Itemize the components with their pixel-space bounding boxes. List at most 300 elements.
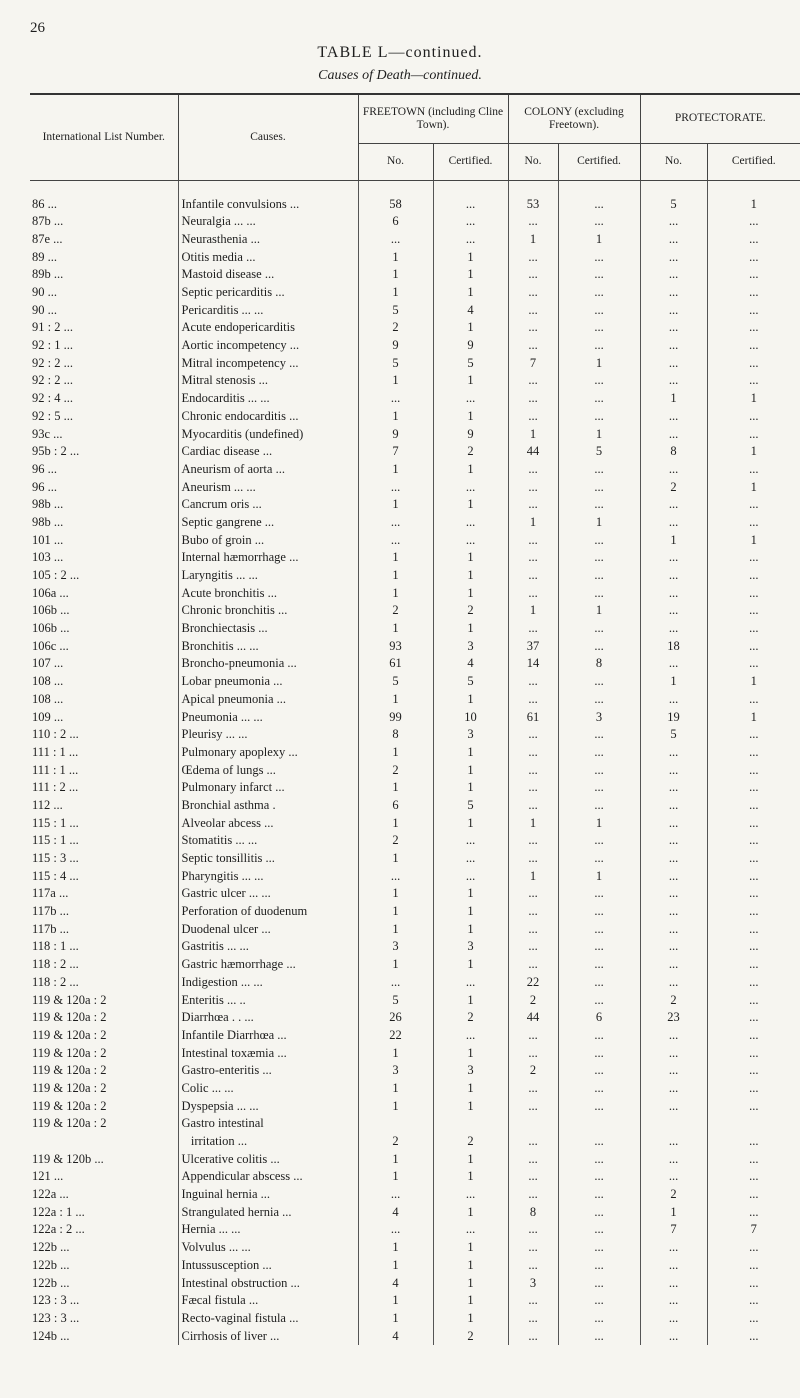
colony-certified-cell: ... [558, 849, 640, 867]
colony-certified-cell: ... [558, 726, 640, 744]
cause-cell: Gastric ulcer ... ... [178, 885, 358, 903]
colony-certified-cell: ... [558, 938, 640, 956]
freetown-certified-cell: 1 [433, 1079, 508, 1097]
protectorate-certified-cell: ... [707, 655, 800, 673]
protectorate-certified-cell: ... [707, 726, 800, 744]
colony-no-cell: ... [508, 1221, 558, 1239]
freetown-certified-cell: 1 [433, 248, 508, 266]
cause-cell: Mitral incompetency ... [178, 354, 358, 372]
table-row [30, 690, 800, 708]
list-number-cell: 115 : 1 ... [32, 833, 79, 848]
list-number-cell: 91 : 2 ... [32, 320, 73, 335]
table-row [30, 566, 800, 584]
freetown-no-cell: 1 [358, 372, 433, 390]
colony-certified-cell: ... [558, 566, 640, 584]
protectorate-no-cell: ... [640, 903, 707, 921]
freetown-no-cell: 2 [358, 1132, 433, 1150]
protectorate-no-cell: ... [640, 549, 707, 567]
list-number-cell: 122b ... [32, 1257, 70, 1272]
colony-certified-cell: ... [558, 181, 640, 213]
colony-no-cell [508, 1115, 558, 1133]
freetown-no-cell: 1 [358, 1044, 433, 1062]
cause-cell: Lobar pneumonia ... [178, 673, 358, 691]
colony-certified-cell: ... [558, 213, 640, 231]
freetown-no-cell: ... [358, 513, 433, 531]
table-row [30, 1097, 800, 1115]
protectorate-certified-cell: ... [707, 903, 800, 921]
freetown-no-cell: 1 [358, 920, 433, 938]
colony-certified-cell: ... [558, 1026, 640, 1044]
list-number-cell: 92 : 1 ... [32, 338, 73, 353]
freetown-certified-cell: 1 [433, 903, 508, 921]
freetown-certified-cell: ... [433, 832, 508, 850]
colony-certified-cell: ... [558, 620, 640, 638]
freetown-certified-cell: ... [433, 213, 508, 231]
colony-certified-cell: ... [558, 1150, 640, 1168]
freetown-no-cell: 99 [358, 708, 433, 726]
cause-cell: Pericarditis ... ... [178, 301, 358, 319]
freetown-no-cell: 1 [358, 549, 433, 567]
table-row [30, 1115, 800, 1133]
freetown-certified-cell: 1 [433, 814, 508, 832]
colony-no-cell: ... [508, 849, 558, 867]
protectorate-certified-cell: ... [707, 372, 800, 390]
colony-certified-cell: ... [558, 903, 640, 921]
protectorate-certified-cell: ... [707, 301, 800, 319]
protectorate-no-cell: 2 [640, 991, 707, 1009]
list-number-cell: 87e ... [32, 231, 63, 246]
freetown-no-cell: 3 [358, 1062, 433, 1080]
cause-cell: Mastoid disease ... [178, 266, 358, 284]
table-row [30, 283, 800, 301]
freetown-no-cell: 1 [358, 620, 433, 638]
freetown-certified-cell: 1 [433, 956, 508, 974]
freetown-certified-cell: 1 [433, 566, 508, 584]
table-row [30, 637, 800, 655]
colony-certified-cell: 1 [558, 425, 640, 443]
protectorate-certified-cell [707, 1115, 800, 1133]
colony-certified-cell: 1 [558, 867, 640, 885]
colony-certified-cell: ... [558, 1239, 640, 1257]
freetown-certified-cell: 1 [433, 991, 508, 1009]
list-number-cell: 90 ... [32, 302, 57, 317]
freetown-no-cell: 6 [358, 213, 433, 231]
cause-cell: Aortic incompetency ... [178, 337, 358, 355]
colony-certified-cell: 1 [558, 354, 640, 372]
list-number-cell: 89b ... [32, 267, 64, 282]
freetown-no-cell: 6 [358, 796, 433, 814]
protectorate-certified-cell: ... [707, 213, 800, 231]
list-number-cell: 118 : 1 ... [32, 939, 79, 954]
protectorate-certified-cell: ... [707, 849, 800, 867]
protectorate-certified-cell: ... [707, 354, 800, 372]
protectorate-certified-cell: ... [707, 283, 800, 301]
colony-certified-cell: ... [558, 832, 640, 850]
cause-cell: Cardiac disease ... [178, 443, 358, 461]
colony-certified-cell: ... [558, 973, 640, 991]
protectorate-no-cell: ... [640, 867, 707, 885]
list-number-cell: 119 & 120a : 2 [32, 1063, 107, 1078]
freetown-certified-cell: 5 [433, 796, 508, 814]
protectorate-no-cell: ... [640, 266, 707, 284]
list-number-cell [30, 1132, 178, 1150]
colony-certified-cell: ... [558, 478, 640, 496]
protectorate-certified-cell: ... [707, 566, 800, 584]
protectorate-no-cell: 2 [640, 1186, 707, 1204]
list-number-cell: 93c ... [32, 426, 63, 441]
protectorate-no-cell: ... [640, 655, 707, 673]
protectorate-certified-cell: ... [707, 867, 800, 885]
freetown-certified-cell: 1 [433, 1309, 508, 1327]
protectorate-no-cell: ... [640, 1132, 707, 1150]
protectorate-certified-cell: ... [707, 1239, 800, 1257]
cause-cell: Infantile Diarrhœa ... [178, 1026, 358, 1044]
colony-no-cell: ... [508, 903, 558, 921]
freetown-no-cell: 4 [358, 1327, 433, 1345]
list-number-cell: 119 & 120a : 2 [32, 1045, 107, 1060]
colony-certified-cell: ... [558, 779, 640, 797]
list-number-cell: 111 : 1 ... [32, 744, 79, 759]
table-row [30, 903, 800, 921]
freetown-certified-cell: ... [433, 230, 508, 248]
protectorate-no-cell: ... [640, 460, 707, 478]
protectorate-certified-cell: 1 [707, 390, 800, 408]
freetown-no-cell: 61 [358, 655, 433, 673]
table-row [30, 779, 800, 797]
table-row [30, 708, 800, 726]
list-number-cell: 122b ... [32, 1275, 70, 1290]
list-number-cell: 87b ... [32, 214, 64, 229]
colony-no-cell: ... [508, 319, 558, 337]
colony-no-cell: ... [508, 1026, 558, 1044]
colony-no-cell: ... [508, 620, 558, 638]
freetown-no-cell: 1 [358, 743, 433, 761]
colony-certified-cell: ... [558, 460, 640, 478]
list-number-cell: 117b ... [32, 904, 70, 919]
colony-certified-cell: ... [558, 1097, 640, 1115]
freetown-certified-cell: 1 [433, 372, 508, 390]
freetown-no-cell: 2 [358, 761, 433, 779]
cause-cell: Bronchiectasis ... [178, 620, 358, 638]
protectorate-certified-cell: ... [707, 248, 800, 266]
list-number-cell: 106a ... [32, 585, 69, 600]
freetown-no-cell: 1 [358, 566, 433, 584]
freetown-no-cell: 1 [358, 283, 433, 301]
table-row [30, 956, 800, 974]
list-number-cell: 117b ... [32, 921, 70, 936]
colony-certified-cell: ... [558, 531, 640, 549]
freetown-certified-cell: 3 [433, 938, 508, 956]
protectorate-certified-cell: 1 [707, 478, 800, 496]
table-row [30, 584, 800, 602]
colony-certified-cell: ... [558, 743, 640, 761]
header-protectorate-no: No. [640, 144, 707, 181]
colony-no-cell: ... [508, 531, 558, 549]
protectorate-no-cell: 7 [640, 1221, 707, 1239]
colony-certified-cell: ... [558, 637, 640, 655]
table-row [30, 1309, 800, 1327]
protectorate-certified-cell: ... [707, 1009, 800, 1027]
cause-cell: Intestinal toxæmia ... [178, 1044, 358, 1062]
protectorate-certified-cell: ... [707, 690, 800, 708]
colony-certified-cell: ... [558, 301, 640, 319]
protectorate-certified-cell: ... [707, 496, 800, 514]
freetown-certified-cell: ... [433, 1026, 508, 1044]
list-number-cell: 96 ... [32, 479, 57, 494]
table-row [30, 1327, 800, 1345]
table-row [30, 390, 800, 408]
list-number-cell: 115 : 4 ... [32, 868, 79, 883]
freetown-no-cell: 1 [358, 407, 433, 425]
cause-cell: Gastritis ... ... [178, 938, 358, 956]
freetown-no-cell: 1 [358, 248, 433, 266]
cause-cell: Inguinal hernia ... [178, 1186, 358, 1204]
list-number-cell: 96 ... [32, 461, 57, 476]
list-number-cell: 111 : 1 ... [32, 762, 79, 777]
protectorate-no-cell: ... [640, 230, 707, 248]
table-row [30, 337, 800, 355]
colony-certified-cell: ... [558, 796, 640, 814]
colony-certified-cell: ... [558, 991, 640, 1009]
freetown-no-cell: ... [358, 973, 433, 991]
freetown-certified-cell: 1 [433, 1097, 508, 1115]
freetown-no-cell: 8 [358, 726, 433, 744]
colony-no-cell: ... [508, 549, 558, 567]
colony-certified-cell: 1 [558, 602, 640, 620]
freetown-certified-cell: 1 [433, 690, 508, 708]
colony-no-cell: ... [508, 690, 558, 708]
freetown-certified-cell: 1 [433, 319, 508, 337]
freetown-certified-cell [433, 1115, 508, 1133]
freetown-no-cell: 1 [358, 460, 433, 478]
cause-cell: Strangulated hernia ... [178, 1203, 358, 1221]
colony-certified-cell: 5 [558, 443, 640, 461]
cause-cell: Gastro-enteritis ... [178, 1062, 358, 1080]
list-number-cell: 118 : 2 ... [32, 957, 79, 972]
protectorate-certified-cell: ... [707, 584, 800, 602]
table-row [30, 1186, 800, 1204]
freetown-no-cell: 26 [358, 1009, 433, 1027]
protectorate-certified-cell: ... [707, 1132, 800, 1150]
table-row [30, 920, 800, 938]
protectorate-certified-cell: 7 [707, 1221, 800, 1239]
freetown-certified-cell: ... [433, 181, 508, 213]
cause-cell: Septic pericarditis ... [178, 283, 358, 301]
list-number-cell: 92 : 5 ... [32, 408, 73, 423]
protectorate-certified-cell: 1 [707, 708, 800, 726]
colony-no-cell: ... [508, 584, 558, 602]
protectorate-no-cell: 1 [640, 390, 707, 408]
colony-no-cell: ... [508, 832, 558, 850]
colony-no-cell: ... [508, 372, 558, 390]
protectorate-certified-cell: ... [707, 1256, 800, 1274]
list-number-cell: 90 ... [32, 285, 57, 300]
table-row [30, 425, 800, 443]
freetown-no-cell: 1 [358, 1079, 433, 1097]
colony-no-cell: ... [508, 248, 558, 266]
causes-table-container [30, 93, 800, 1345]
freetown-no-cell [358, 1115, 433, 1133]
freetown-no-cell: 2 [358, 602, 433, 620]
protectorate-certified-cell: ... [707, 779, 800, 797]
freetown-no-cell: 3 [358, 938, 433, 956]
freetown-certified-cell: ... [433, 849, 508, 867]
table-row [30, 213, 800, 231]
protectorate-certified-cell: ... [707, 814, 800, 832]
protectorate-certified-cell: ... [707, 973, 800, 991]
colony-no-cell: ... [508, 266, 558, 284]
protectorate-no-cell: ... [640, 1150, 707, 1168]
list-number-cell: 118 : 2 ... [32, 974, 79, 989]
colony-certified-cell: ... [558, 248, 640, 266]
cause-cell: Pharyngitis ... ... [178, 867, 358, 885]
table-row [30, 1150, 800, 1168]
table-row [30, 602, 800, 620]
freetown-certified-cell: ... [433, 1221, 508, 1239]
table-row [30, 1239, 800, 1257]
freetown-certified-cell: 1 [433, 549, 508, 567]
list-number-cell: 110 : 2 ... [32, 727, 79, 742]
colony-certified-cell: ... [558, 1044, 640, 1062]
protectorate-no-cell: ... [640, 1097, 707, 1115]
protectorate-no-cell: 23 [640, 1009, 707, 1027]
freetown-no-cell: 4 [358, 1274, 433, 1292]
colony-certified-cell: ... [558, 372, 640, 390]
table-row [30, 726, 800, 744]
colony-no-cell: ... [508, 1309, 558, 1327]
colony-no-cell: ... [508, 1097, 558, 1115]
freetown-no-cell: 58 [358, 181, 433, 213]
colony-certified-cell: ... [558, 920, 640, 938]
colony-certified-cell: ... [558, 1186, 640, 1204]
freetown-no-cell: 1 [358, 584, 433, 602]
freetown-certified-cell: 10 [433, 708, 508, 726]
freetown-no-cell: 4 [358, 1203, 433, 1221]
list-number-cell: 109 ... [32, 709, 64, 724]
protectorate-no-cell: 8 [640, 443, 707, 461]
list-number-cell: 98b ... [32, 514, 64, 529]
table-row [30, 496, 800, 514]
header-protectorate-certified: Certified. [707, 144, 800, 181]
colony-certified-cell: ... [558, 1168, 640, 1186]
freetown-certified-cell: 1 [433, 1168, 508, 1186]
freetown-no-cell: 1 [358, 849, 433, 867]
colony-no-cell: ... [508, 337, 558, 355]
cause-cell: Dyspepsia ... ... [178, 1097, 358, 1115]
table-row [30, 531, 800, 549]
freetown-no-cell: 2 [358, 832, 433, 850]
protectorate-certified-cell: ... [707, 1274, 800, 1292]
colony-certified-cell: ... [558, 690, 640, 708]
cause-cell: Pleurisy ... ... [178, 726, 358, 744]
list-number-cell: 121 ... [32, 1169, 64, 1184]
protectorate-certified-cell: ... [707, 885, 800, 903]
freetown-certified-cell: 4 [433, 655, 508, 673]
cause-cell: Internal hæmorrhage ... [178, 549, 358, 567]
table-row [30, 181, 800, 213]
freetown-no-cell: 1 [358, 814, 433, 832]
cause-cell: Chronic bronchitis ... [178, 602, 358, 620]
freetown-no-cell: 1 [358, 1097, 433, 1115]
list-number-cell: 123 : 3 ... [32, 1310, 80, 1325]
cause-cell: Aneurism ... ... [178, 478, 358, 496]
colony-certified-cell: ... [558, 549, 640, 567]
header-colony-certified: Certified. [558, 144, 640, 181]
table-title: TABLE L—continued. [317, 44, 483, 61]
protectorate-certified-cell: ... [707, 1044, 800, 1062]
list-number-cell: 117a ... [32, 886, 69, 901]
protectorate-no-cell: ... [640, 920, 707, 938]
freetown-no-cell: 1 [358, 779, 433, 797]
protectorate-no-cell: ... [640, 849, 707, 867]
colony-certified-cell: ... [558, 496, 640, 514]
colony-certified-cell: ... [558, 1062, 640, 1080]
table-row [30, 443, 800, 461]
table-row [30, 354, 800, 372]
freetown-certified-cell: 9 [433, 425, 508, 443]
cause-cell: Pulmonary apoplexy ... [178, 743, 358, 761]
protectorate-no-cell: ... [640, 1256, 707, 1274]
protectorate-certified-cell: 1 [707, 443, 800, 461]
colony-certified-cell: ... [558, 319, 640, 337]
colony-no-cell: ... [508, 1327, 558, 1345]
protectorate-no-cell: ... [640, 1026, 707, 1044]
table-row [30, 1079, 800, 1097]
protectorate-certified-cell: ... [707, 337, 800, 355]
colony-no-cell: ... [508, 1150, 558, 1168]
protectorate-no-cell: ... [640, 1309, 707, 1327]
freetown-no-cell: 1 [358, 1292, 433, 1310]
cause-cell: Stomatitis ... ... [178, 832, 358, 850]
freetown-certified-cell: ... [433, 867, 508, 885]
protectorate-no-cell: 1 [640, 531, 707, 549]
protectorate-no-cell: ... [640, 496, 707, 514]
freetown-certified-cell: 1 [433, 407, 508, 425]
freetown-certified-cell: 1 [433, 496, 508, 514]
list-number-cell: 107 ... [32, 656, 64, 671]
colony-certified-cell: ... [558, 885, 640, 903]
list-number-cell: 98b ... [32, 497, 64, 512]
colony-no-cell: ... [508, 938, 558, 956]
freetown-no-cell: 1 [358, 496, 433, 514]
colony-no-cell: 61 [508, 708, 558, 726]
cause-cell: Aneurism of aorta ... [178, 460, 358, 478]
protectorate-no-cell: ... [640, 743, 707, 761]
protectorate-no-cell: ... [640, 248, 707, 266]
protectorate-certified-cell: ... [707, 1097, 800, 1115]
table-row [30, 832, 800, 850]
list-number-cell: 111 : 2 ... [32, 780, 79, 795]
freetown-certified-cell: 1 [433, 1256, 508, 1274]
freetown-no-cell: 9 [358, 337, 433, 355]
protectorate-no-cell: 1 [640, 1203, 707, 1221]
freetown-certified-cell: ... [433, 531, 508, 549]
cause-cell: Ulcerative colitis ... [178, 1150, 358, 1168]
list-number-cell: 119 & 120a : 2 [32, 992, 107, 1007]
protectorate-certified-cell: 1 [707, 673, 800, 691]
cause-cell: Volvulus ... ... [178, 1239, 358, 1257]
cause-cell: Intussusception ... [178, 1256, 358, 1274]
freetown-certified-cell: 1 [433, 1274, 508, 1292]
cause-cell: Indigestion ... ... [178, 973, 358, 991]
colony-no-cell: 1 [508, 602, 558, 620]
protectorate-certified-cell: ... [707, 761, 800, 779]
freetown-no-cell: ... [358, 478, 433, 496]
freetown-certified-cell: 1 [433, 1292, 508, 1310]
colony-no-cell: 44 [508, 1009, 558, 1027]
protectorate-certified-cell: ... [707, 637, 800, 655]
table-row [30, 1132, 800, 1150]
